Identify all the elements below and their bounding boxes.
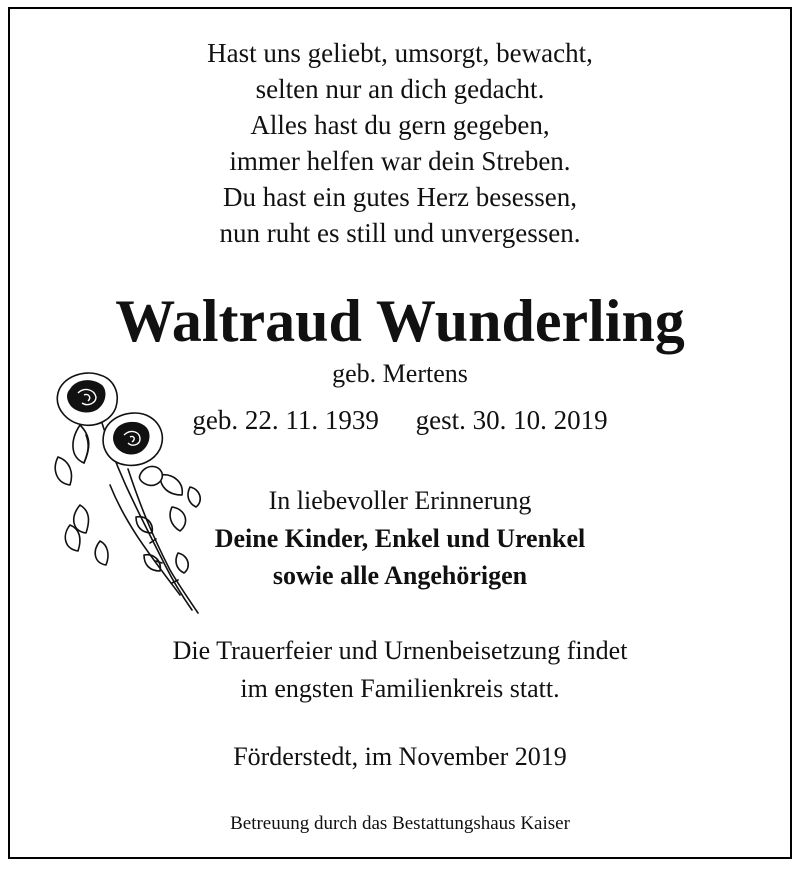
- deceased-name: Waltraud Wunderling: [115, 288, 685, 354]
- poem-line: Alles hast du gern gegeben,: [250, 110, 550, 140]
- family-line: Deine Kinder, Enkel und Urenkel: [214, 524, 586, 553]
- relatives-line: sowie alle Angehörigen: [272, 561, 528, 590]
- death-date: gest. 30. 10. 2019: [415, 405, 608, 435]
- poem-line: selten nur an dich gedacht.: [255, 74, 545, 104]
- remembrance-intro: In liebevoller Erinnerung: [268, 486, 532, 515]
- poem-line: Du hast ein gutes Herz besessen,: [223, 182, 577, 212]
- place-date: Förderstedt, im November 2019: [233, 742, 567, 771]
- obituary-notice: [8, 7, 792, 859]
- funeral-line: im engsten Familienkreis statt.: [240, 674, 560, 703]
- maiden-name: geb. Mertens: [332, 359, 468, 388]
- birth-date: geb. 22. 11. 1939: [192, 405, 379, 435]
- poem-line: nun ruht es still und unvergessen.: [219, 218, 581, 248]
- poem-line: Hast uns geliebt, umsorgt, bewacht,: [207, 38, 593, 68]
- poem-line: immer helfen war dein Streben.: [229, 146, 571, 176]
- funeral-line: Die Trauerfeier und Urnenbeisetzung findet: [172, 636, 628, 665]
- funeral-home-credit: Betreuung durch das Bestattungshaus Kaiser: [230, 813, 570, 834]
